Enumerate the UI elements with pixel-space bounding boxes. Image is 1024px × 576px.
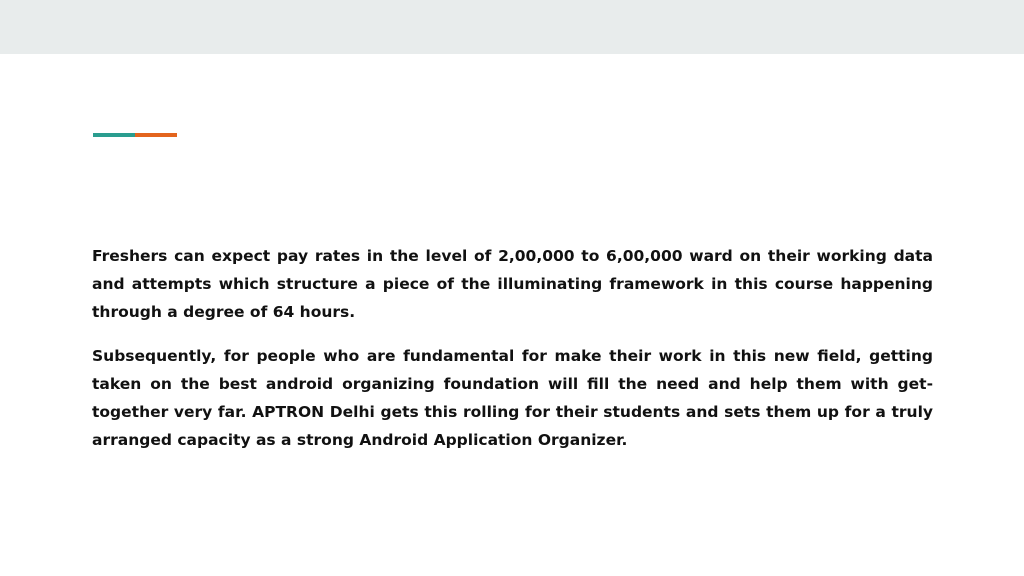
slide-body xyxy=(92,242,933,470)
accent-divider-orange xyxy=(135,133,177,137)
paragraph-training: Subsequently, for people who are fundamental for make their work in this new field, getting taken on the best android organizing foundation will fill the need and help them with get-together very far. APTRON Delhi gets this rolling for their students and sets them up for a truly arranged capacity as a strong Android Application Organizer. xyxy=(92,347,933,449)
paragraph-salary: Freshers can expect pay rates in the level of 2,00,000 to 6,00,000 ward on their working data and attempts which structure a piece of the illuminating framework in this course happening through a degree of 64 hours. xyxy=(92,247,933,321)
accent-divider xyxy=(93,133,177,137)
accent-divider-teal xyxy=(93,133,135,137)
top-header-band xyxy=(0,0,1024,54)
